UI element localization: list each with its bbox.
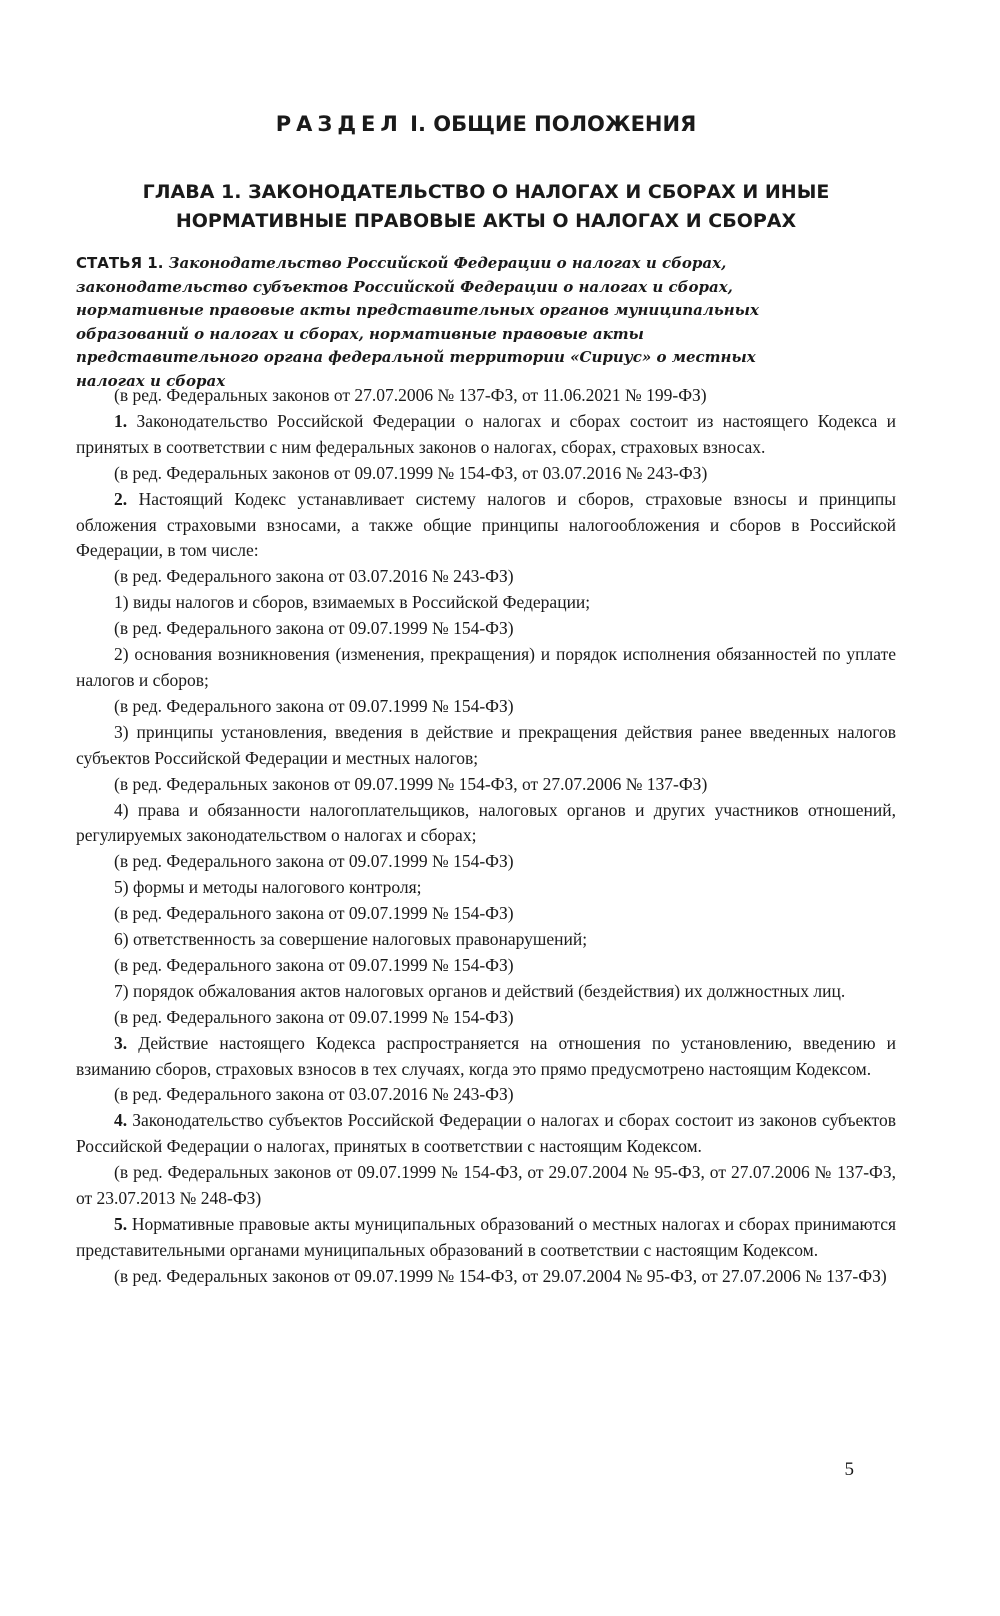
article-heading [76,252,776,394]
paragraph [76,694,896,720]
paragraph-number: 2. [114,488,128,509]
numbered-paragraph [76,1031,896,1083]
article-title: Законодательство Российской Федерации о налогах и сборах, законодательство субъектов Российской Федерации о налогах и сборах, нормативные правовые акты представительных органов муниципальных образований о налогах и сборах, нормативные правовые акты представительного органа федеральной территории «Сириус» о местных налогах и сборах [76,254,759,390]
paragraph [76,616,896,642]
paragraph-text: (в ред. Федерального закона от 03.07.2016 № 243-ФЗ) [114,1084,514,1105]
paragraph-text: Нормативные правовые акты муниципальных образований о местных налогах и сборах принимаются представительными органами муниципальных образований в соответствии с настоящим Кодексом. [76,1214,897,1260]
paragraph [76,1005,896,1031]
paragraph-text: 4) права и обязанности налогоплательщиков, налоговых органов и других участников отношений, регулируемых законодательством о налогах и сборах; [76,799,896,846]
paragraph-text: 1) виды налогов и сборов, взимаемых в Российской Федерации; [114,592,591,613]
chapter-label: ГЛАВА 1. [142,181,242,203]
paragraph-text: Законодательство Российской Федерации о налогах и сборах состоит из настоящего Кодекса и принятых в соответствии с ним федеральных законов о налогах, сборах, страховых взносах. [76,410,897,457]
paragraph-text: (в ред. Федерального закона от 03.07.2016 № 243-ФЗ) [114,566,514,587]
section-label: РАЗДЕЛ [275,112,403,136]
paragraph-text: (в ред. Федерального закона от 09.07.1999 № 154-ФЗ) [114,903,514,924]
paragraph [76,564,896,590]
paragraph [76,1264,896,1290]
article-label: СТАТЬЯ 1. [76,254,164,272]
paragraph-text: 6) ответственность за совершение налоговых правонарушений; [114,929,588,950]
paragraph-text: 2) основания возникновения (изменения, прекращения) и порядок исполнения обязанностей по уплате налогов и сборов; [76,644,896,690]
paragraph [76,798,896,850]
paragraph [76,1082,896,1108]
paragraph [76,901,896,927]
paragraph-text: 5) формы и методы налогового контроля; [114,877,422,898]
numbered-paragraph [76,1212,896,1264]
paragraph [76,590,896,616]
paragraph [76,461,896,487]
paragraph [76,642,896,694]
section-heading: I. ОБЩИЕ ПОЛОЖЕНИЯ [410,112,697,136]
paragraph-text: (в ред. Федеральных законов от 09.07.1999 № 154-ФЗ, от 29.07.2004 № 95-ФЗ, от 27.07.2006 № 137-ФЗ, от 23.07.2013 № 248-ФЗ) [76,1162,896,1209]
paragraph-text: 7) порядок обжалования актов налоговых органов и действий (бездействия) их должностных лиц. [114,980,846,1001]
paragraph-text: (в ред. Федерального закона от 09.07.1999 № 154-ФЗ) [114,851,514,872]
paragraph [76,383,896,409]
chapter-heading [136,178,836,236]
paragraph-text: Действие настоящего Кодекса распространяется на отношения по установлению, введению и взиманию сборов, страховых взносов в тех случаях, когда это прямо предусмотрено настоящим Кодексом. [76,1032,897,1079]
chapter-title: ЗАКОНОДАТЕЛЬСТВО О НАЛОГАХ И СБОРАХ И ИНЫЕ НОРМАТИВНЫЕ ПРАВОВЫЕ АКТЫ О НАЛОГАХ И СБОРАХ [175,181,830,232]
paragraph [76,953,896,979]
paragraph-text: (в ред. Федеральных законов от 09.07.1999 № 154-ФЗ, от 03.07.2016 № 243-ФЗ) [114,462,708,483]
paragraph [76,875,896,901]
paragraph-text: (в ред. Федерального закона от 09.07.1999 № 154-ФЗ) [114,695,514,716]
paragraph [76,772,896,798]
page-number: 5 [844,1459,854,1480]
paragraph [76,979,896,1005]
paragraph-number: 1. [114,410,128,431]
paragraph-text: 3) принципы установления, введения в действие и прекращения действия ранее введенных налогов субъектов Российской Федерации и местных налогов; [76,721,896,768]
paragraph-number: 5. [114,1214,128,1234]
paragraph [76,849,896,875]
paragraph-text: Законодательство субъектов Российской Федерации о налогах и сборах состоит из законов субъектов Российской Федерации о налогах, принятых в соответствии с настоящим Кодексом. [76,1110,896,1157]
paragraph-text: (в ред. Федерального закона от 09.07.1999 № 154-ФЗ) [114,954,514,975]
paragraph-text: (в ред. Федеральных законов от 27.07.2006 № 137-ФЗ, от 11.06.2021 № 199-ФЗ) [114,385,707,405]
paragraph-number: 3. [114,1032,128,1053]
paragraph-text: (в ред. Федерального закона от 09.07.1999 № 154-ФЗ) [114,618,514,639]
paragraph-text: Настоящий Кодекс устанавливает систему налогов и сборов, страховые взносы и принципы обложения страховыми взносами, а также общие принципы налогообложения и сборов в Российской Федерации, в том числе: [76,488,897,561]
paragraph-text: (в ред. Федерального закона от 09.07.1999 № 154-ФЗ) [114,1006,514,1027]
paragraph-number: 4. [114,1110,128,1131]
paragraph [76,927,896,953]
paragraph-text: (в ред. Федеральных законов от 09.07.1999 № 154-ФЗ, от 29.07.2004 № 95-ФЗ, от 27.07.2006 № 137-ФЗ) [114,1265,887,1286]
book-page [76,0,896,1616]
paragraph [76,720,896,772]
paragraph-text: (в ред. Федеральных законов от 09.07.1999 № 154-ФЗ, от 27.07.2006 № 137-ФЗ) [114,773,708,794]
section-title [76,112,896,136]
numbered-paragraph [76,409,896,461]
article-body [76,383,896,1290]
numbered-paragraph [76,487,896,565]
numbered-paragraph [76,1108,896,1160]
paragraph [76,1160,896,1212]
